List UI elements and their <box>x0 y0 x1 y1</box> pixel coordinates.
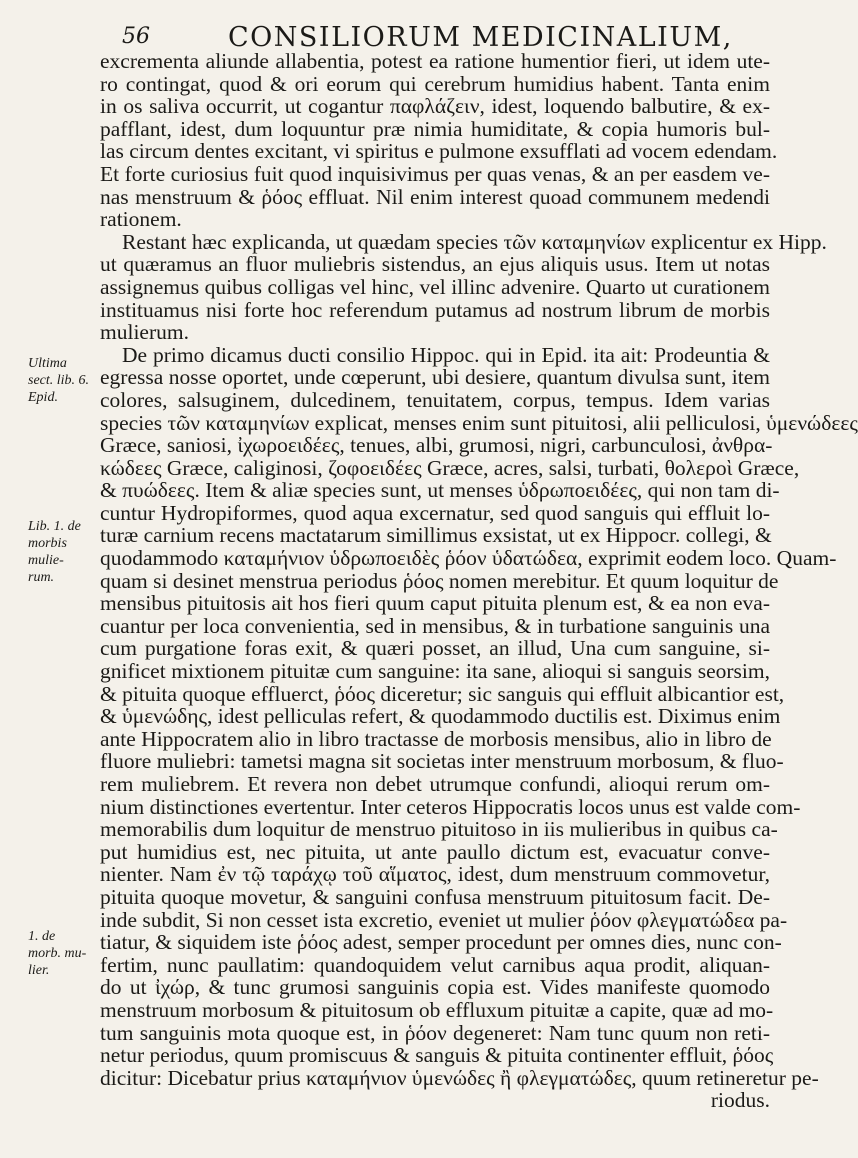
margin-note-line: lier. <box>28 963 50 978</box>
text-line: species τῶν καταμηνίων explicat, menses enim sunt pituitosi, alii pelliculosi, ὑμενώδεες <box>100 410 858 435</box>
margin-note-line: morbis <box>28 536 67 551</box>
text-line: turæ carnium recens mactatarum simillimus exsistat, ut ex Hippocr. collegi, & <box>100 523 772 548</box>
text-line: mulierum. <box>100 320 189 345</box>
running-head: CONSILIORUM MEDICINALIUM, <box>228 22 733 53</box>
text-line: Restant hæc explicanda, ut quædam species τῶν καταμηνίων explicentur ex Hipp. <box>122 229 827 254</box>
text-line: pafflant, idest, dum loquuntur præ nimia humiditate, & copia humoris bul- <box>100 116 770 141</box>
text-line: & πυώδεες. Item & aliæ species sunt, ut menses ὑδρωποειδέες, qui non tam di- <box>100 478 780 503</box>
text-line: instituamus nisi forte hoc referendum putamus ad nostrum librum de morbis <box>100 297 770 322</box>
text-line: fluore muliebri: tametsi magna sit societas inter menstruum morbosum, & fluo- <box>100 749 784 774</box>
text-line: inde subdit, Si non cesset ista excretio, eveniet ut mulier ῥόον φλεγματώδεα pa- <box>100 907 788 932</box>
text-line: cum purgatione foras exit, & quæri posset, an illud, Una cum sanguine, si- <box>100 636 770 661</box>
text-line: De primo dicamus ducti consilio Hippoc. qui in Epid. ita ait: Prodeuntia & <box>122 342 770 367</box>
text-line: colores, salsuginem, dulcedinem, tenuitatem, corpus, tempus. Idem varias <box>100 387 770 412</box>
margin-note-line: morb. mu- <box>28 946 87 961</box>
margin-note-line: mulie- <box>28 553 64 568</box>
margin-note <box>28 355 98 406</box>
text-line: mensibus pituitosis ait hos fieri quum caput pituita plenum est, & ea non eva- <box>100 591 770 616</box>
margin-note-line: Epid. <box>28 390 58 405</box>
text-line: tiatur, & siquidem iste ῥόος adest, semper procedunt per omnes dies, nunc con- <box>100 930 782 955</box>
text-line: κώδεες Græce, caliginosi, ζοφοειδέες Græce, acres, salsi, turbati, θολεροὶ Græce, <box>100 455 800 480</box>
text-line: in os saliva occurrit, ut cogantur παφλάζειν, idest, loquendo balbutire, & ex- <box>100 94 770 119</box>
text-line: tum sanguinis mota quoque est, in ῥόον degeneret: Nam tunc quum non reti- <box>100 1020 770 1045</box>
text-line: rationem. <box>100 207 182 232</box>
text-line: assignemus quibus colligas vel hinc, vel illinc advenire. Quarto ut curationem <box>100 274 770 299</box>
text-line: put humidius est, nec pituita, ut ante paullo dictum est, evacuatur conve- <box>100 839 770 864</box>
text-line: ut quæramus an fluor muliebris sistendus, an ejus aliquis usus. Item ut notas <box>100 252 770 277</box>
page-header <box>0 14 800 54</box>
text-line: nas menstruum & ῥόος effluat. Nil enim interest quoad communem medendi <box>100 184 770 209</box>
page-number: 56 <box>122 24 150 49</box>
margin-note <box>28 518 98 586</box>
margin-note <box>28 928 98 979</box>
text-line: netur periodus, quum promiscuus & sanguis & pituita continenter effluit, ῥόος <box>100 1043 774 1068</box>
margin-note-line: Lib. 1. de <box>28 519 81 534</box>
text-line: riodus. <box>710 1088 770 1113</box>
body-text <box>100 49 858 1113</box>
text-line: quam si desinet menstrua periodus ῥόος nomen merebitur. Et quum loquitur de <box>100 568 779 593</box>
margin-note-line: Ultima <box>28 356 67 371</box>
margin-note-line: rum. <box>28 570 55 585</box>
text-line: gnificet mixtionem pituitæ cum sanguine: ita sane, alioqui si sanguis seorsim, <box>100 659 770 684</box>
margin-note-line: sect. lib. 6. <box>28 373 90 388</box>
text-line: cuntur Hydropiformes, quod aqua excernatur, sed quod sanguis qui effluit lo- <box>100 500 770 525</box>
text-line: ante Hippocratem alio in libro tractasse de morbosis mensibus, alio in libro de <box>100 726 772 751</box>
text-line: excrementa aliunde allabentia, potest ea ratione humentior fieri, ut idem ute- <box>100 49 770 73</box>
text-line: cuantur per loca convenientia, sed in mensibus, & in turbatione sanguinis una <box>100 613 770 638</box>
text-line: & pituita quoque effluerct, ῥόος diceretur; sic sanguis qui effluit albicantior est, <box>100 681 785 706</box>
text-line: pituita quoque movetur, & sanguini confusa menstruum pituitosum facit. De- <box>100 884 770 909</box>
text-line: memorabilis dum loquitur de menstruo pituitoso in iis mulieribus in quibus ca- <box>100 817 778 842</box>
text-line: menstruum morbosum & pituitosum ob effluxum pituitæ a capite, quæ ad mo- <box>100 997 774 1022</box>
margin-note-line: 1. de <box>28 929 56 944</box>
text-line: Græce, saniosi, ἰχωροειδέες, tenues, albi, grumosi, nigri, carbunculosi, ἀνθρα- <box>100 433 773 458</box>
text-line: nium distinctiones evertentur. Inter ceteros Hippocratis locos unus est valde com- <box>100 794 801 819</box>
text-line: & ὑμενώδης, idest pelliculas refert, & quodammodo ductilis est. Diximus enim <box>100 704 781 729</box>
text-line: egressa nosse oportet, unde cœperunt, ubi desiere, quantum divulsa sunt, item <box>100 365 770 390</box>
text-line: fertim, nunc paullatim: quandoquidem velut carnibus aqua prodit, aliquan- <box>100 952 770 977</box>
text-line: ro contingat, quod & ori eorum qui cerebrum humidius habent. Tanta enim <box>100 71 770 96</box>
text-line: dicitur: Dicebatur prius καταμήνιον ὑμενώδες ἢ φλεγματώδες, quum retineretur pe- <box>100 1065 819 1090</box>
text-line: do ut ἰχώρ, & tunc grumosi sanguinis copia est. Vides manifeste quomodo <box>100 975 770 1000</box>
text-line: Et forte curiosius fuit quod inquisivimus per quas venas, & an per easdem ve- <box>100 161 770 186</box>
text-line: rem muliebrem. Et revera non debet utrumque confundi, alioqui rerum om- <box>100 772 770 796</box>
text-line: nienter. Nam ἐν τῷ ταράχῳ τοῦ αἵματος, idest, dum menstruum commovetur, <box>100 862 770 887</box>
text-line: quodammodo καταμήνιον ὑδρωποειδὲς ῥόον ὑδατώδεα, exprimit eodem loco. Quam- <box>100 546 837 571</box>
text-line: las circum dentes excitant, vi spiritus e pulmone exsufflati ad vocem edendam. <box>100 139 778 164</box>
